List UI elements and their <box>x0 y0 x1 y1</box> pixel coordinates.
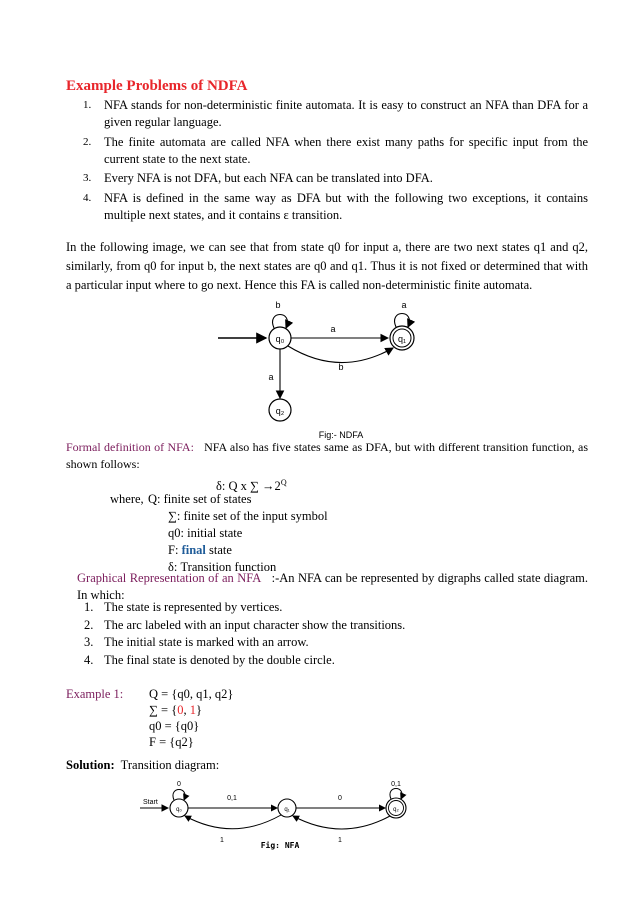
example-definitions <box>149 686 233 750</box>
edge-q2-q1-label: 1 <box>338 837 342 844</box>
intro-list <box>66 97 588 226</box>
formal-label: Formal definition of NFA: <box>66 440 194 454</box>
loop-q0-label: b <box>275 300 281 310</box>
representation-list <box>84 599 405 669</box>
edge-q0-q1-b-label: b <box>338 362 344 372</box>
example-F: F = {q2} <box>149 735 194 749</box>
loop-q1-label: a <box>401 300 407 310</box>
graphical-label: Graphical Representation of an NFA <box>77 571 262 585</box>
loop-q1 <box>395 314 410 328</box>
state-q0-label: q₀ <box>275 334 285 344</box>
example-Q: Q = {q0, q1, q2} <box>149 687 234 701</box>
example-sigma: ∑ = {0, 1} <box>149 703 202 717</box>
loop-q2 <box>390 789 402 800</box>
explanation-paragraph: In the following image, we can see that from state q0 for input a, there are two next states q1 and q2, similarly, from q0 for input b, the next states are q0 and q1. Thus it is not fixed or determined that with a particular input where to go next. Hence this FA is called non-deterministic finite automata. <box>66 240 588 292</box>
list-item: 4. NFA is defined in the same way as DFA but with the following two exceptions, it contains multiple next states, and it contains ε transition. <box>83 190 588 222</box>
list-item: 2. The finite automata are called NFA when there exist many paths for specific input from the current state to the next state. <box>83 134 588 166</box>
solution-label: Solution: <box>66 758 115 772</box>
list-item: 2. The arc labeled with an input character show the transitions. <box>84 617 406 632</box>
edge-q0-q1-b <box>288 346 393 363</box>
loop-q0 <box>173 790 185 801</box>
def-sigma: ∑: finite set of the input symbol <box>168 509 328 523</box>
figure-caption: Fig: NFA <box>260 841 300 850</box>
edge-q1-q2-label: 0 <box>338 795 342 802</box>
list-item: 1. NFA stands for non-deterministic finite automata. It is easy to construct an NFA than DFA for a given regular language. <box>83 98 588 129</box>
loop-q0 <box>273 315 288 329</box>
state-q0-label: q₀ <box>176 807 182 813</box>
ndfa-diagram <box>200 298 440 443</box>
list-item: 4. The final state is denoted by the double circle. <box>84 652 335 667</box>
solution-line: Solution: Transition diagram: <box>66 758 220 772</box>
transition-function-formula: δ: Q x ∑ $\to 2^Q$ <box>216 478 287 494</box>
where-label: where, <box>110 492 144 506</box>
loop-q0-label: 0 <box>177 781 181 788</box>
example-label: Example 1: <box>66 687 124 701</box>
formal-definition: Formal definition of NFA: NFA also has five states same as DFA, but with different transition function, as shown follows: <box>66 440 588 471</box>
state-q2-label: q₂ <box>275 406 285 416</box>
state-q1-label: q₁ <box>397 334 407 344</box>
edge-q0-q2-label: a <box>268 372 274 382</box>
edge-q1-q0-label: 1 <box>220 837 224 844</box>
def-F: F: final state <box>168 543 232 557</box>
edge-q2-q1 <box>293 816 390 829</box>
edge-q1-q0 <box>185 815 281 829</box>
nfa-transition-diagram <box>140 780 430 852</box>
graphical-representation: Graphical Representation of an NFA :-An NFA can be represented by digraphs called state diagram. In which: <box>77 571 589 602</box>
def-Q: Q: finite set of states <box>148 492 252 506</box>
edge-q0-q1-label: 0,1 <box>227 795 237 802</box>
state-q2-label: q₂ <box>393 807 399 813</box>
list-item: 1. The state is represented by vertices. <box>84 600 283 614</box>
list-item: 3. The initial state is marked with an arrow. <box>84 635 309 649</box>
start-label: Start <box>143 799 158 806</box>
page-title: Example Problems of NDFA <box>66 78 248 94</box>
def-delta: δ: Transition function <box>168 560 277 574</box>
loop-q2-label: 0,1 <box>391 781 401 788</box>
list-item: 3. Every NFA is not DFA, but each NFA can be translated into DFA. <box>83 171 433 185</box>
figure-caption: Fig:- NDFA <box>318 430 364 440</box>
example-q0: q0 = {q0} <box>149 719 200 733</box>
state-q1-label: q₁ <box>284 807 290 813</box>
edge-q0-q1-a-label: a <box>330 324 336 334</box>
definition-list <box>148 491 328 576</box>
def-q0: q0: initial state <box>168 526 243 540</box>
